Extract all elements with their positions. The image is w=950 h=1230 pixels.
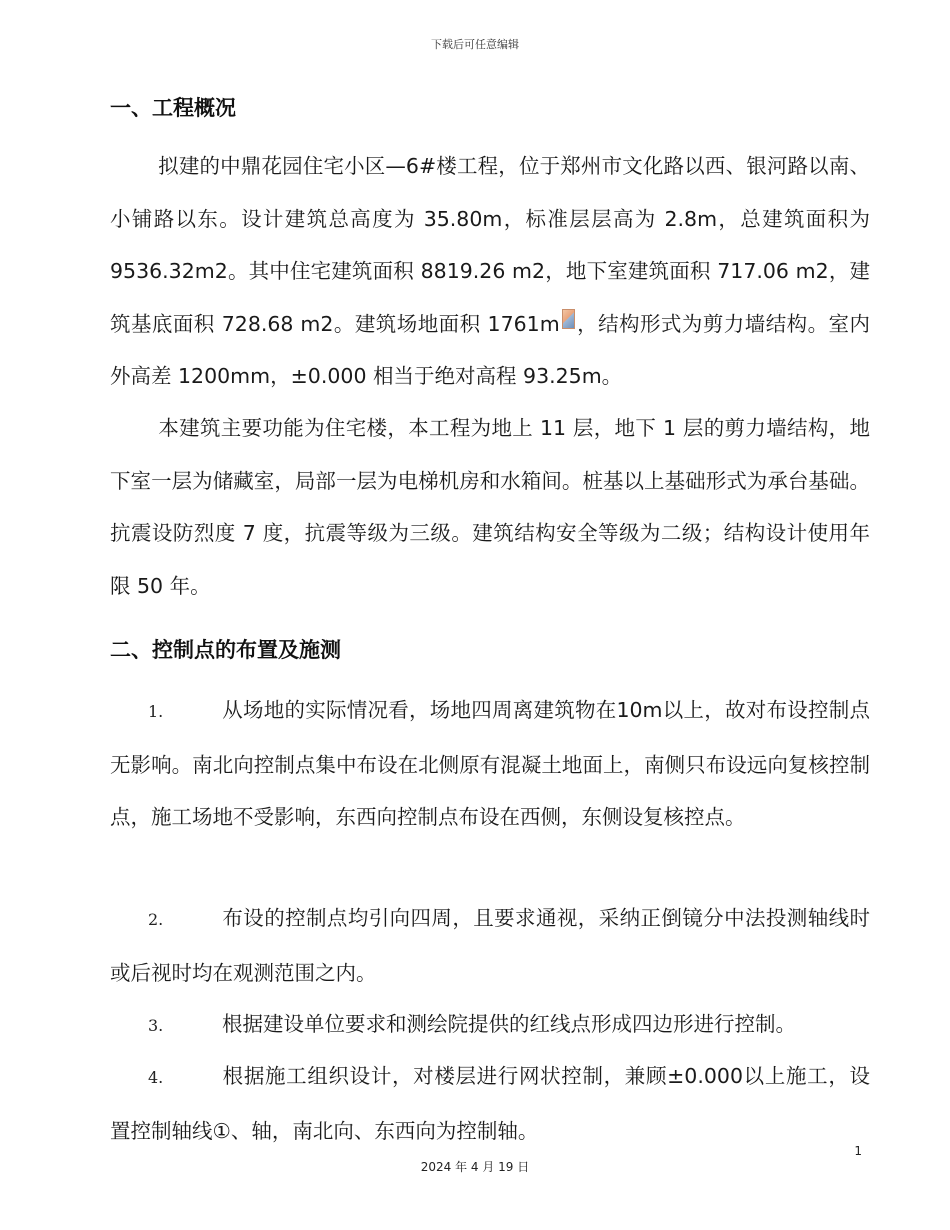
list-item-text: 布设的控制点均引向四周，且要求通视，采纳正倒镜分中法投测轴线时或后视时均在观测范围之内。: [110, 906, 870, 985]
paragraph-text: 本建筑主要功能为住宅楼，本工程为地上 11 层，地下 1 层的剪力墙结构，地下室一层为储藏室，局部一层为电梯机房和水箱间。桩基以上基础形式为承台基础。抗震设防烈度 7 度，抗震等级为三级。建筑结构安全等级为二级；结构设计使用年限 50 年。: [110, 416, 870, 598]
paragraph-building-function: [110, 402, 870, 612]
list-item: [110, 684, 870, 844]
section-heading-control-points: 二、控制点的布置及施测: [110, 638, 341, 662]
paragraph-project-location: [110, 140, 870, 403]
section-heading-project-overview: 一、工程概况: [110, 96, 236, 120]
list-item: [110, 998, 870, 1053]
list-item: [110, 1050, 870, 1157]
list-item-text: 根据建设单位要求和测绘院提供的红线点形成四边形进行控制。: [222, 1012, 796, 1036]
list-item-text: 从场地的实际情况看，场地四周离建筑物在10m以上，故对布设控制点无影响。南北向控制点集中布设在北侧原有混凝土地面上，南侧只布设远向复核控制点，施工场地不受影响，东西向控制点布设在西侧，东侧设复核控点。: [110, 698, 870, 829]
list-item-number: 2.: [148, 910, 164, 929]
list-item-number: 3.: [148, 1016, 164, 1035]
list-item-number: 4.: [148, 1068, 164, 1087]
list-item: [110, 892, 870, 999]
embedded-image-icon: [562, 309, 575, 329]
footer-date: 2024 年 4 月 19 日: [420, 1160, 530, 1174]
header-note: 下载后可任意编辑: [431, 38, 519, 51]
list-item-number: 1.: [148, 702, 164, 721]
paragraph-text-part1: 拟建的中鼎花园住宅小区—6#楼工程，位于郑州市文化路以西、银河路以南、小铺路以东。设计建筑总高度为 35.80m，标准层层高为 2.8m，总建筑面积为 9536.32m2。其中住宅建筑面积 8819.26 m2，地下室建筑面积 717.06 m2，建筑基底面积 728.68 m2。建筑场地面积 1761m: [110, 154, 870, 336]
paragraph-text-part2: ，结构形式为剪力墙结构。室内外高差 1200mm，±0.000 相当于绝对高程 93.25m。: [110, 311, 871, 388]
list-item-text: 根据施工组织设计，对楼层进行网状控制，兼顾±0.000以上施工，设置控制轴线①、轴，南北向、东西向为控制轴。: [110, 1064, 870, 1143]
page-number: 1: [854, 1144, 862, 1158]
